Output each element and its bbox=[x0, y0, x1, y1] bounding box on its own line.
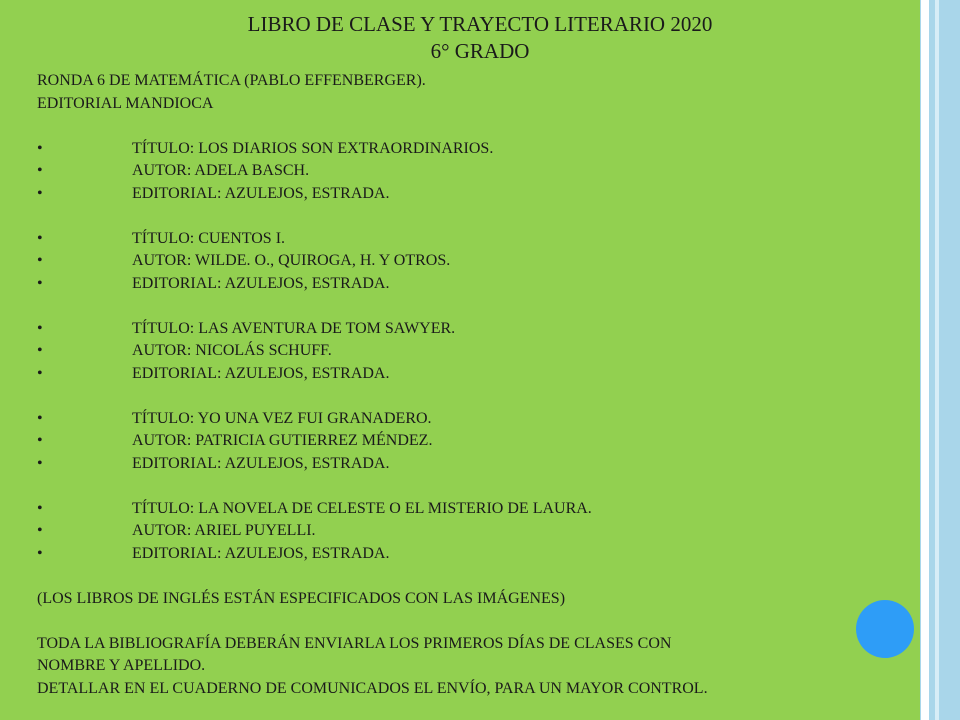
bullet: • bbox=[37, 409, 43, 427]
book-publisher: EDITORIAL: AZULEJOS, ESTRADA. bbox=[132, 184, 390, 202]
book-author-row bbox=[37, 520, 917, 543]
book-publisher: EDITORIAL: AZULEJOS, ESTRADA. bbox=[132, 454, 390, 472]
spacer bbox=[37, 385, 917, 408]
book-title-row bbox=[37, 228, 917, 251]
bullet: • bbox=[37, 342, 43, 359]
book-entry bbox=[37, 138, 917, 206]
spacer bbox=[37, 295, 917, 318]
bullet: • bbox=[37, 432, 43, 449]
book-title: TÍTULO: LA NOVELA DE CELESTE O EL MISTERIO DE LAURA. bbox=[132, 499, 592, 517]
bullet: • bbox=[37, 364, 43, 382]
book-title-row bbox=[37, 138, 917, 161]
slide-body bbox=[37, 70, 917, 700]
send-instructions-line: TODA LA BIBLIOGRAFÍA DEBERÁN ENVIARLA LOS PRIMEROS DÍAS DE CLASES CON bbox=[37, 634, 672, 652]
book-title: TÍTULO: YO UNA VEZ FUI GRANADERO. bbox=[132, 409, 432, 427]
detail-instructions: DETALLAR EN EL CUADERNO DE COMUNICADOS EL ENVÍO, PARA UN MAYOR CONTROL. bbox=[37, 679, 708, 697]
bullet: • bbox=[37, 544, 43, 562]
bullet: • bbox=[37, 319, 43, 337]
slide-title: LIBRO DE CLASE Y TRAYECTO LITERARIO 2020 bbox=[247, 12, 713, 36]
book-publisher-row bbox=[37, 543, 917, 566]
book-author: AUTOR: ADELA BASCH. bbox=[132, 162, 310, 179]
intro-publisher: EDITORIAL MANDIOCA bbox=[37, 94, 214, 112]
bullet: • bbox=[37, 454, 43, 472]
book-title-row bbox=[37, 498, 917, 521]
book-title: TÍTULO: LAS AVENTURA DE TOM SAWYER. bbox=[132, 319, 456, 337]
book-publisher-row bbox=[37, 273, 917, 296]
intro-line: RONDA 6 DE MATEMÁTICA (PABLO EFFENBERGER). bbox=[37, 72, 426, 89]
bullet: • bbox=[37, 162, 43, 179]
slide-subtitle: 6° GRADO bbox=[430, 39, 530, 63]
book-title-row bbox=[37, 408, 917, 431]
side-decoration-edge bbox=[921, 0, 929, 720]
book-publisher: EDITORIAL: AZULEJOS, ESTRADA. bbox=[132, 274, 390, 292]
spacer bbox=[37, 115, 917, 138]
book-publisher: EDITORIAL: AZULEJOS, ESTRADA. bbox=[132, 544, 390, 562]
bullet: • bbox=[37, 229, 43, 247]
book-entry bbox=[37, 228, 917, 296]
book-title-row bbox=[37, 318, 917, 341]
spacer bbox=[37, 565, 917, 588]
book-author-row bbox=[37, 430, 917, 453]
book-entry bbox=[37, 408, 917, 476]
side-decoration-stripe bbox=[935, 0, 939, 720]
book-publisher: EDITORIAL: AZULEJOS, ESTRADA. bbox=[132, 364, 390, 382]
book-author-row bbox=[37, 250, 917, 273]
book-list bbox=[37, 138, 917, 566]
book-publisher-row bbox=[37, 183, 917, 206]
bullet: • bbox=[37, 184, 43, 202]
book-author: AUTOR: NICOLÁS SCHUFF. bbox=[132, 342, 332, 359]
book-publisher-row bbox=[37, 363, 917, 386]
bullet: • bbox=[37, 252, 43, 269]
book-publisher-row bbox=[37, 453, 917, 476]
book-author-row bbox=[37, 340, 917, 363]
book-title: TÍTULO: CUENTOS I. bbox=[132, 229, 286, 247]
book-author: AUTOR: ARIEL PUYELLI. bbox=[132, 522, 316, 539]
english-books-note: (LOS LIBROS DE INGLÉS ESTÁN ESPECIFICADOS CON LAS IMÁGENES) bbox=[37, 589, 566, 607]
bullet: • bbox=[37, 522, 43, 539]
book-author-row bbox=[37, 160, 917, 183]
bullet: • bbox=[37, 274, 43, 292]
bullet: • bbox=[37, 499, 43, 517]
book-author: AUTOR: PATRICIA GUTIERREZ MÉNDEZ. bbox=[132, 432, 433, 449]
spacer bbox=[37, 205, 917, 228]
bullet: • bbox=[37, 139, 43, 157]
book-entry bbox=[37, 318, 917, 386]
book-author: AUTOR: WILDE. O., QUIROGA, H. Y OTROS. bbox=[132, 252, 451, 269]
book-title: TÍTULO: LOS DIARIOS SON EXTRAORDINARIOS. bbox=[132, 139, 494, 157]
send-instructions-line-2: NOMBRE Y APELLIDO. bbox=[37, 657, 206, 674]
spacer bbox=[37, 475, 917, 498]
spacer bbox=[37, 610, 917, 633]
book-entry bbox=[37, 498, 917, 566]
